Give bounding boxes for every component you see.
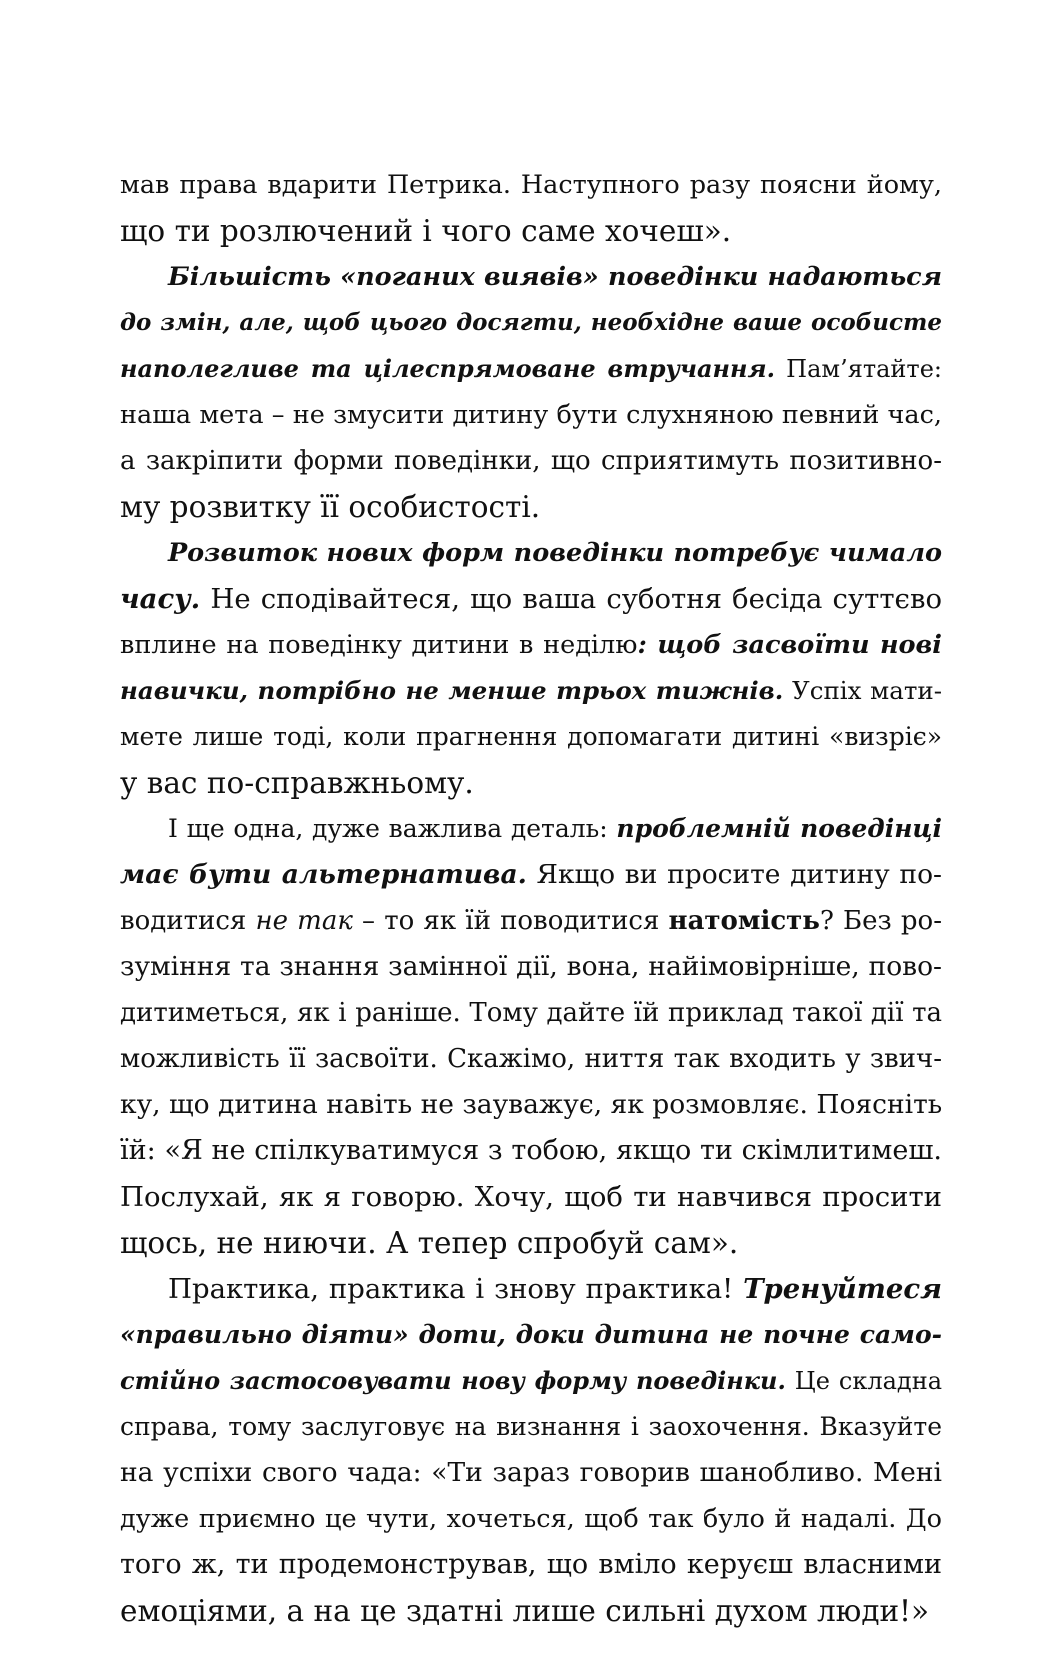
text-line — [120, 1358, 942, 1404]
text-line — [120, 1312, 942, 1358]
text-line — [120, 392, 942, 438]
text-line — [120, 484, 942, 530]
bold-text: натомість — [668, 906, 820, 936]
body-text: справа, тому заслуговує на визнання і заохочення. Вказуйте — [120, 1412, 942, 1441]
text-line — [120, 162, 942, 208]
body-text: – то як їй поводитися — [352, 906, 669, 936]
text-line — [120, 346, 942, 392]
emphasis-text: має бути альтернатива. — [120, 859, 527, 890]
text-line — [120, 1542, 942, 1588]
body-text: мете лише тоді, коли прагнення допомагати дитині «визріє» — [120, 722, 942, 751]
italic-text: не так — [255, 906, 353, 936]
text-line — [120, 1450, 942, 1496]
body-text: Пам’ятайте: — [775, 355, 942, 383]
body-text: вплине на поведінку дитини в неділю — [120, 630, 638, 660]
book-page-text — [120, 162, 942, 1634]
body-text: їй: «Я не спілкуватимуся з тобою, якщо ти скімлитимеш. — [120, 1135, 942, 1166]
body-text: наша мета – не змусити дитину бути слухняною певний час, — [120, 400, 942, 430]
body-text: мав права вдарити Петрика. Наступного разу поясни йому, — [120, 170, 942, 200]
emphasis-text: проблемній поведінці — [616, 814, 942, 843]
body-text: Успіх мати- — [783, 676, 942, 705]
body-text: у вас по-справжньому. — [120, 766, 474, 800]
body-text: му розвитку її особистості. — [120, 490, 541, 524]
body-text: того ж, ти продемонстрував, що вміло керуєш власними — [120, 1549, 942, 1580]
emphasis-text: часу. — [120, 583, 201, 615]
body-text: водитися — [120, 906, 256, 936]
text-line — [120, 1174, 942, 1220]
emphasis-text: до змін, але, щоб цього досягти, необхідне ваше особисте — [120, 309, 942, 336]
body-text: що ти розлючений і чого саме хочеш». — [120, 214, 732, 248]
text-line — [120, 530, 942, 576]
emphasis-text: Тренуйтеся — [743, 1273, 942, 1305]
body-text: Це складна — [785, 1367, 943, 1395]
text-line — [120, 1404, 942, 1450]
text-line — [120, 714, 942, 760]
body-text: ? Без ро- — [819, 906, 942, 936]
text-line — [120, 1496, 942, 1542]
body-text: І ще одна, дуже важлива деталь: — [168, 814, 617, 843]
body-text: а закріпити форми поведінки, що сприятимуть позитивно- — [120, 446, 942, 476]
text-line — [120, 1266, 942, 1312]
body-text: дитиметься, як і раніше. Тому дайте їй приклад такої дії та — [120, 998, 942, 1028]
text-line — [120, 622, 942, 668]
text-line — [120, 438, 942, 484]
text-line — [120, 1036, 942, 1082]
body-text: Практика, практика і знову практика! — [168, 1273, 744, 1305]
text-line — [120, 806, 942, 852]
text-line — [120, 1082, 942, 1128]
text-line — [120, 944, 942, 990]
text-line — [120, 576, 942, 622]
emphasis-text: наполегливе та цілеспрямоване втручання. — [120, 354, 776, 383]
text-line — [120, 300, 942, 346]
emphasis-text: : щоб засвоїти нові — [637, 630, 942, 660]
text-line — [120, 852, 942, 898]
text-line — [120, 1588, 942, 1634]
text-line — [120, 254, 942, 300]
text-line — [120, 898, 942, 944]
emphasis-text: Більшість «поганих виявів» поведінки надаються — [168, 262, 942, 292]
body-text: емоціями, а на це здатні лише сильні духом люди!» — [120, 1594, 930, 1628]
body-text: дуже приємно це чути, хочеться, щоб так було й надалі. До — [120, 1504, 942, 1534]
emphasis-text: «правильно діяти» доти, доки дитина не почне само- — [120, 1320, 942, 1349]
body-text: зуміння та знання замінної дії, вона, найімовірніше, пово- — [120, 951, 942, 982]
body-text: ку, що дитина навіть не зауважує, як розмовляє. Поясніть — [120, 1089, 943, 1120]
body-text: Послухай, як я говорю. Хочу, щоб ти навчився просити — [120, 1181, 942, 1213]
body-text: можливість її засвоїти. Скажімо, ниття так входить у звич- — [120, 1044, 942, 1074]
body-text: на успіхи свого чада: «Ти зараз говорив шанобливо. Мені — [120, 1457, 942, 1488]
text-line — [120, 208, 942, 254]
text-line — [120, 990, 942, 1036]
text-line — [120, 668, 942, 714]
text-line — [120, 760, 942, 806]
emphasis-text: стійно застосовувати нову форму поведінки. — [120, 1366, 786, 1395]
emphasis-text: навички, потрібно не менше трьох тижнів. — [120, 676, 784, 705]
body-text: Не сподівайтеся, що ваша суботня бесіда суттєво — [200, 583, 942, 615]
body-text: щось, не ниючи. А тепер спробуй сам». — [120, 1226, 739, 1260]
text-line — [120, 1128, 942, 1174]
body-text: Якщо ви просите дитину по- — [526, 859, 942, 890]
text-line — [120, 1220, 942, 1266]
emphasis-text: Розвиток нових форм поведінки потребує чимало — [168, 538, 942, 568]
